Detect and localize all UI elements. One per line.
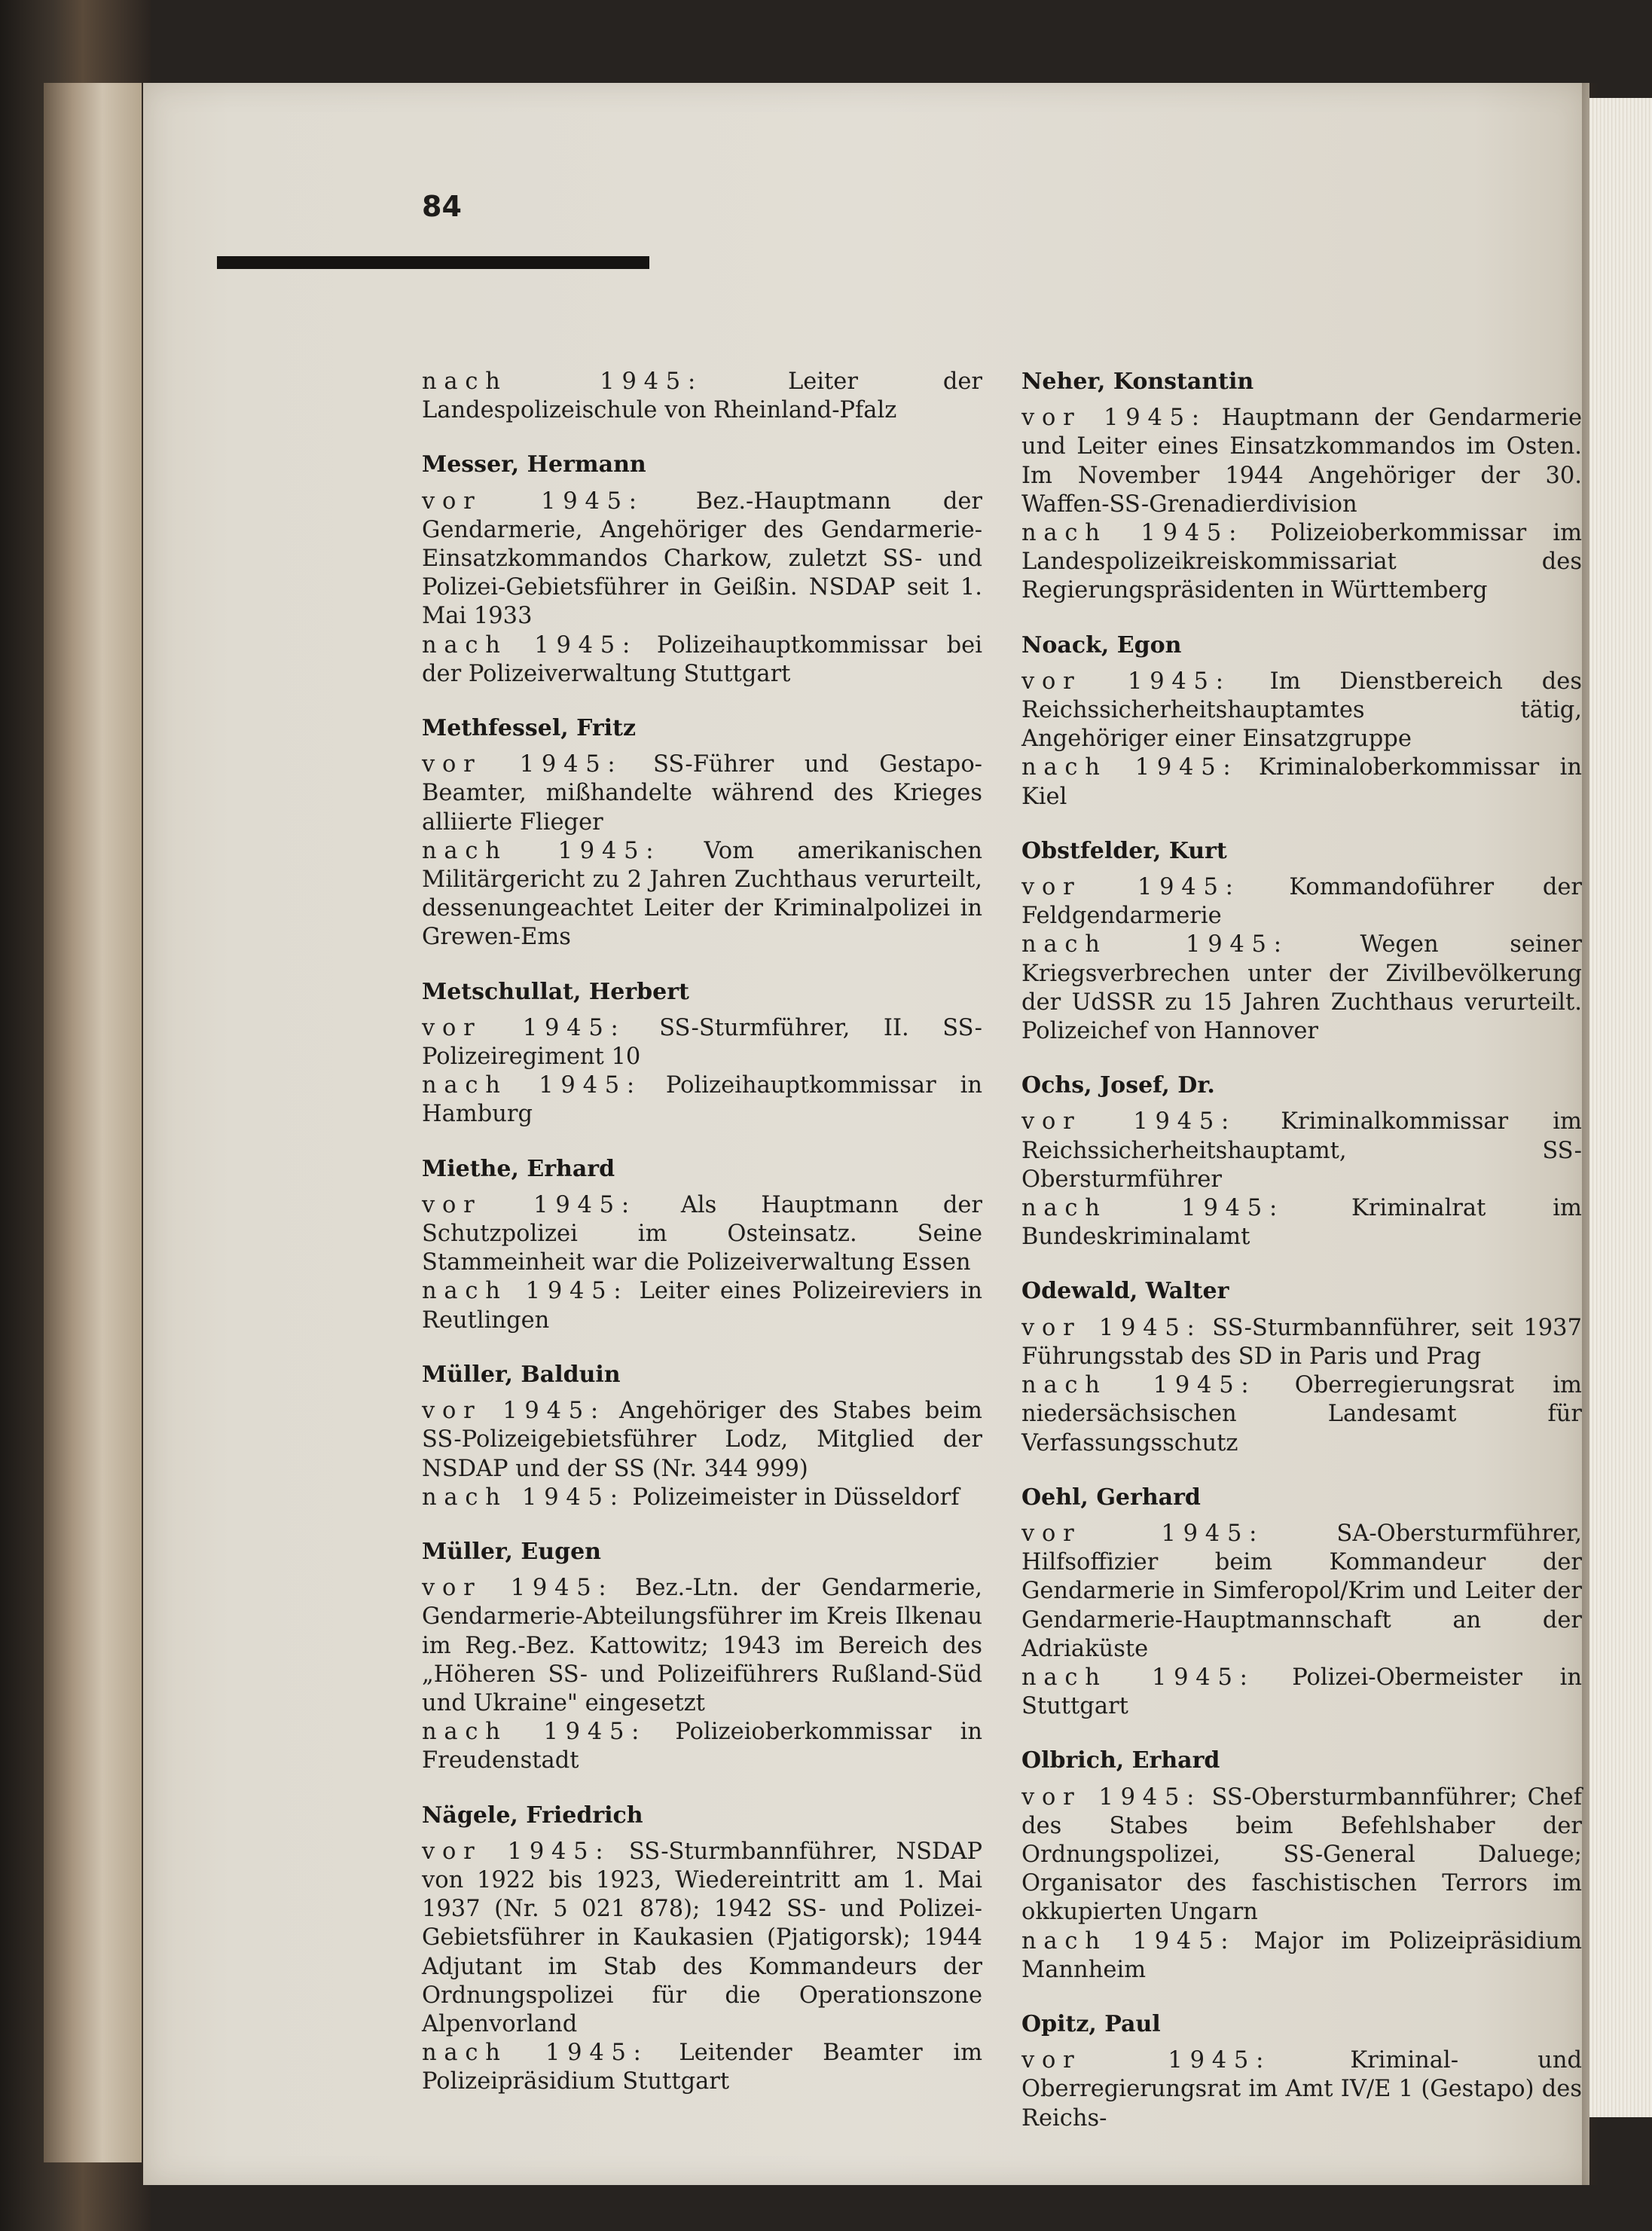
nach-text: [1021, 519, 1582, 606]
entry-name: Messer, Hermann: [422, 451, 646, 478]
entry-mueller-eugen: [422, 1538, 982, 1776]
entry-metschullat: [422, 978, 982, 1129]
nach-text: [422, 1071, 982, 1129]
vor-prefix: vor 1945:: [422, 1191, 637, 1218]
vor-text: [1021, 668, 1582, 754]
vor-text: [1021, 1783, 1582, 1927]
vor-body: SS-Sturmbannführer, seit 1937 Führungsstab des SD in Paris und Prag: [1021, 1314, 1582, 1370]
vor-prefix: vor 1945:: [422, 751, 623, 778]
entry-name: Miethe, Erhard: [422, 1155, 615, 1182]
entry-name: Olbrich, Erhard: [1021, 1747, 1220, 1774]
vor-prefix: vor 1945:: [1021, 405, 1207, 432]
vor-prefix: vor 1945:: [1021, 874, 1241, 901]
vor-prefix: vor 1945:: [1021, 1108, 1237, 1135]
vor-prefix: vor 1945:: [1021, 1783, 1202, 1811]
left-column: [422, 368, 982, 2123]
nach-text: [1021, 1371, 1582, 1458]
entry-opitz: [1021, 2010, 1582, 2133]
header-rule: [217, 256, 649, 269]
nach-body: Kriminaloberkommissar in Kiel: [1021, 754, 1583, 810]
nach-prefix: nach 1945:: [1021, 520, 1244, 547]
vor-body: SA-Obersturmführer, Hilfsoffizier beim Kommandeur der Gendarmerie in Simferopol/Krim und Leiter der Gendarmerie-Hauptmannschaft an der Adriaküste: [1021, 1520, 1582, 1662]
nach-body: Polizeihauptkommissar in Hamburg: [422, 1072, 982, 1128]
nach-text: [422, 368, 982, 425]
nach-body: Leiter der Landespolizeischule von Rheinland-Pfalz: [422, 368, 982, 424]
nach-prefix: nach 1945:: [1021, 1372, 1257, 1399]
nach-text: [422, 631, 982, 689]
entry-name: Müller, Eugen: [422, 1538, 601, 1565]
entry-naegele: [422, 1802, 982, 2097]
vor-prefix: vor 1945:: [1021, 2047, 1272, 2074]
vor-prefix: vor 1945:: [422, 1575, 614, 1602]
vor-text: [1021, 1314, 1582, 1371]
vor-prefix: vor 1945:: [422, 1838, 611, 1865]
entry-methfessel: [422, 714, 982, 952]
entry-oehl: [1021, 1484, 1582, 1722]
vor-body: Bez.-Ltn. der Gendarmerie, Gendarmerie-Abteilungsführer im Kreis Ilkenau im Reg.-Bez. Kattowitz; 1943 im Bereich des „Höheren SS- und Polizeiführers Rußland-Süd und Ukraine" eingesetzt: [422, 1575, 983, 1716]
entry-noack: [1021, 631, 1582, 811]
nach-prefix: nach 1945:: [422, 1278, 629, 1305]
entry-obstfelder: [1021, 837, 1582, 1046]
nach-prefix: nach 1945:: [422, 1719, 647, 1746]
nach-text: [1021, 753, 1582, 811]
vor-text: [1021, 1108, 1582, 1194]
nach-text: [422, 1484, 982, 1512]
vor-prefix: vor 1945:: [1021, 668, 1231, 695]
vor-body: SS-Sturmführer, II. SS-Polizeiregiment 10: [422, 1014, 982, 1071]
nach-body: Polizeioberkommissar im Landespolizeikreiskommissariat des Regierungspräsidenten in Württemberg: [1021, 520, 1583, 604]
nach-prefix: nach 1945:: [1021, 1664, 1255, 1691]
vor-body: Kriminal- und Oberregierungsrat im Amt IV/E 1 (Gestapo) des Reichs-: [1021, 2047, 1582, 2132]
entry-name: Oehl, Gerhard: [1021, 1484, 1201, 1511]
nach-text: [422, 1277, 982, 1334]
nach-prefix: nach 1945:: [422, 2040, 649, 2067]
vor-prefix: vor 1945:: [422, 1014, 626, 1041]
vor-body: Hauptmann der Gendarmerie und Leiter eines Einsatzkommandos im Osten. Im November 1944 Angehöriger der 30. Waffen-SS-Grenadierdivision: [1021, 405, 1582, 518]
entry-messer: [422, 451, 982, 689]
nach-body: Leitender Beamter im Polizeipräsidium Stuttgart: [422, 2040, 983, 2095]
nach-prefix: nach 1945:: [422, 631, 637, 659]
vor-body: SS-Sturmbannführer, NSDAP von 1922 bis 1923, Wiedereintritt am 1. Mai 1937 (Nr. 5 021 878); 1942 SS- und Polizei-Gebietsführer in Kaukasien (Pjatigorsk); 1944 Adjutant im Stab des Kommandeurs der Ordnungspolizei für die Operationszone Alpenvorland: [422, 1838, 982, 2037]
nach-text: [1021, 1927, 1582, 1985]
nach-text: [1021, 931, 1582, 1046]
vor-body: SS-Obersturmbannführer; Chef des Stabes beim Befehlshaber der Ordnungspolizei, SS-General Daluege; Organisator des faschistischen Terrors im okkupierten Ungarn: [1021, 1783, 1582, 1926]
entry-neher: [1021, 368, 1582, 606]
vor-text: [422, 1838, 982, 2039]
vor-prefix: vor 1945:: [1021, 1314, 1202, 1341]
nach-body: Vom amerikanischen Militärgericht zu 2 Jahren Zuchthaus verurteilt, dessenungeachtet Leiter der Kriminalpolizei in Grewen-Ems: [422, 837, 982, 951]
vor-prefix: vor 1945:: [422, 487, 644, 515]
nach-text: [1021, 1664, 1582, 1721]
entry-name: Ochs, Josef, Dr.: [1021, 1072, 1215, 1099]
nach-prefix: nach 1945:: [1021, 1195, 1284, 1222]
nach-body: Major im Polizeipräsidium Mannheim: [1021, 1927, 1582, 1983]
nach-body: Kriminalrat im Bundeskriminalamt: [1021, 1195, 1582, 1251]
left-page-edge: [44, 83, 142, 2162]
vor-text: [422, 1014, 982, 1071]
vor-body: Angehöriger des Stabes beim SS-Polizeigebietsführer Lodz, Mitglied der NSDAP und der SS (Nr. 344 999): [422, 1398, 982, 1482]
entry-name: Noack, Egon: [1021, 631, 1182, 659]
vor-text: [422, 487, 982, 631]
entry-name: Obstfelder, Kurt: [1021, 837, 1227, 864]
entry-name: Nägele, Friedrich: [422, 1802, 643, 1829]
entry-ochs: [1021, 1071, 1582, 1251]
nach-text: [422, 2039, 982, 2096]
vor-body: Kriminalkommissar im Reichssicherheitshauptamt, SS-Obersturmführer: [1021, 1108, 1582, 1193]
right-column: [1021, 368, 1582, 2159]
nach-text: [422, 837, 982, 952]
entry-name: Methfessel, Fritz: [422, 715, 636, 742]
vor-body: SS-Führer und Gestapo-Beamter, mißhandelte während des Krieges alliierte Flieger: [422, 751, 982, 836]
page-number: 84: [422, 190, 462, 223]
nach-text: [422, 1718, 982, 1775]
nach-body: Polizei-Obermeister in Stuttgart: [1021, 1664, 1582, 1720]
nach-body: Oberregierungsrat im niedersächsischen Landesamt für Verfassungsschutz: [1021, 1372, 1582, 1456]
entry-olbrich: [1021, 1747, 1582, 1985]
vor-body: Kommandoführer der Feldgendarmerie: [1021, 874, 1582, 930]
nach-text: [1021, 1194, 1582, 1251]
carry-over-entry: [422, 368, 982, 425]
nach-prefix: nach 1945:: [1021, 931, 1289, 958]
nach-body: Polizeioberkommissar in Freudenstadt: [422, 1719, 983, 1774]
nach-prefix: nach 1945:: [422, 837, 661, 864]
vor-text: [1021, 404, 1582, 519]
nach-prefix: nach 1945:: [422, 1484, 625, 1511]
entry-name: Opitz, Paul: [1021, 2010, 1161, 2037]
entry-name: Metschullat, Herbert: [422, 978, 689, 1005]
entry-name: Odewald, Walter: [1021, 1278, 1229, 1305]
vor-body: Als Hauptmann der Schutzpolizei im Osteinsatz. Seine Stammeinheit war die Polizeiverwaltung Essen: [422, 1191, 983, 1276]
nach-prefix: nach 1945:: [422, 368, 703, 395]
nach-body: Polizeihauptkommissar bei der Polizeiverwaltung Stuttgart: [422, 631, 982, 687]
vor-body: Bez.-Hauptmann der Gendarmerie, Angehöriger des Gendarmerie-Einsatzkommandos Charkow, zuletzt SS- und Polizei-Gebietsführer in Geißin. NSDAP seit 1. Mai 1933: [422, 487, 982, 630]
entry-odewald: [1021, 1277, 1582, 1457]
vor-text: [422, 1574, 982, 1718]
vor-text: [1021, 873, 1582, 931]
right-page-stack: [1589, 98, 1652, 2117]
vor-text: [422, 750, 982, 837]
vor-text: [1021, 1520, 1582, 1664]
nach-prefix: nach 1945:: [1021, 754, 1238, 781]
entry-name: Müller, Balduin: [422, 1361, 621, 1388]
nach-body: Leiter eines Polizeireviers in Reutlingen: [422, 1278, 982, 1334]
nach-prefix: nach 1945:: [1021, 1927, 1236, 1954]
vor-text: [422, 1191, 982, 1278]
nach-prefix: nach 1945:: [422, 1072, 642, 1099]
vor-text: [1021, 2046, 1582, 2133]
nach-body: Polizeimeister in Düsseldorf: [632, 1484, 960, 1511]
entry-miethe: [422, 1155, 982, 1335]
vor-prefix: vor 1945:: [422, 1398, 606, 1425]
nach-body: Wegen seiner Kriegsverbrechen unter der Zivilbevölkerung der UdSSR zu 15 Jahren Zuchthaus verurteilt. Polizeichef von Hannover: [1021, 931, 1583, 1045]
entry-mueller-balduin: [422, 1361, 982, 1512]
vor-text: [422, 1397, 982, 1484]
vor-body: Im Dienstbereich des Reichssicherheitshauptamtes tätig, Angehöriger einer Einsatzgruppe: [1021, 668, 1582, 753]
vor-prefix: vor 1945:: [1021, 1520, 1265, 1547]
entry-name: Neher, Konstantin: [1021, 368, 1254, 395]
